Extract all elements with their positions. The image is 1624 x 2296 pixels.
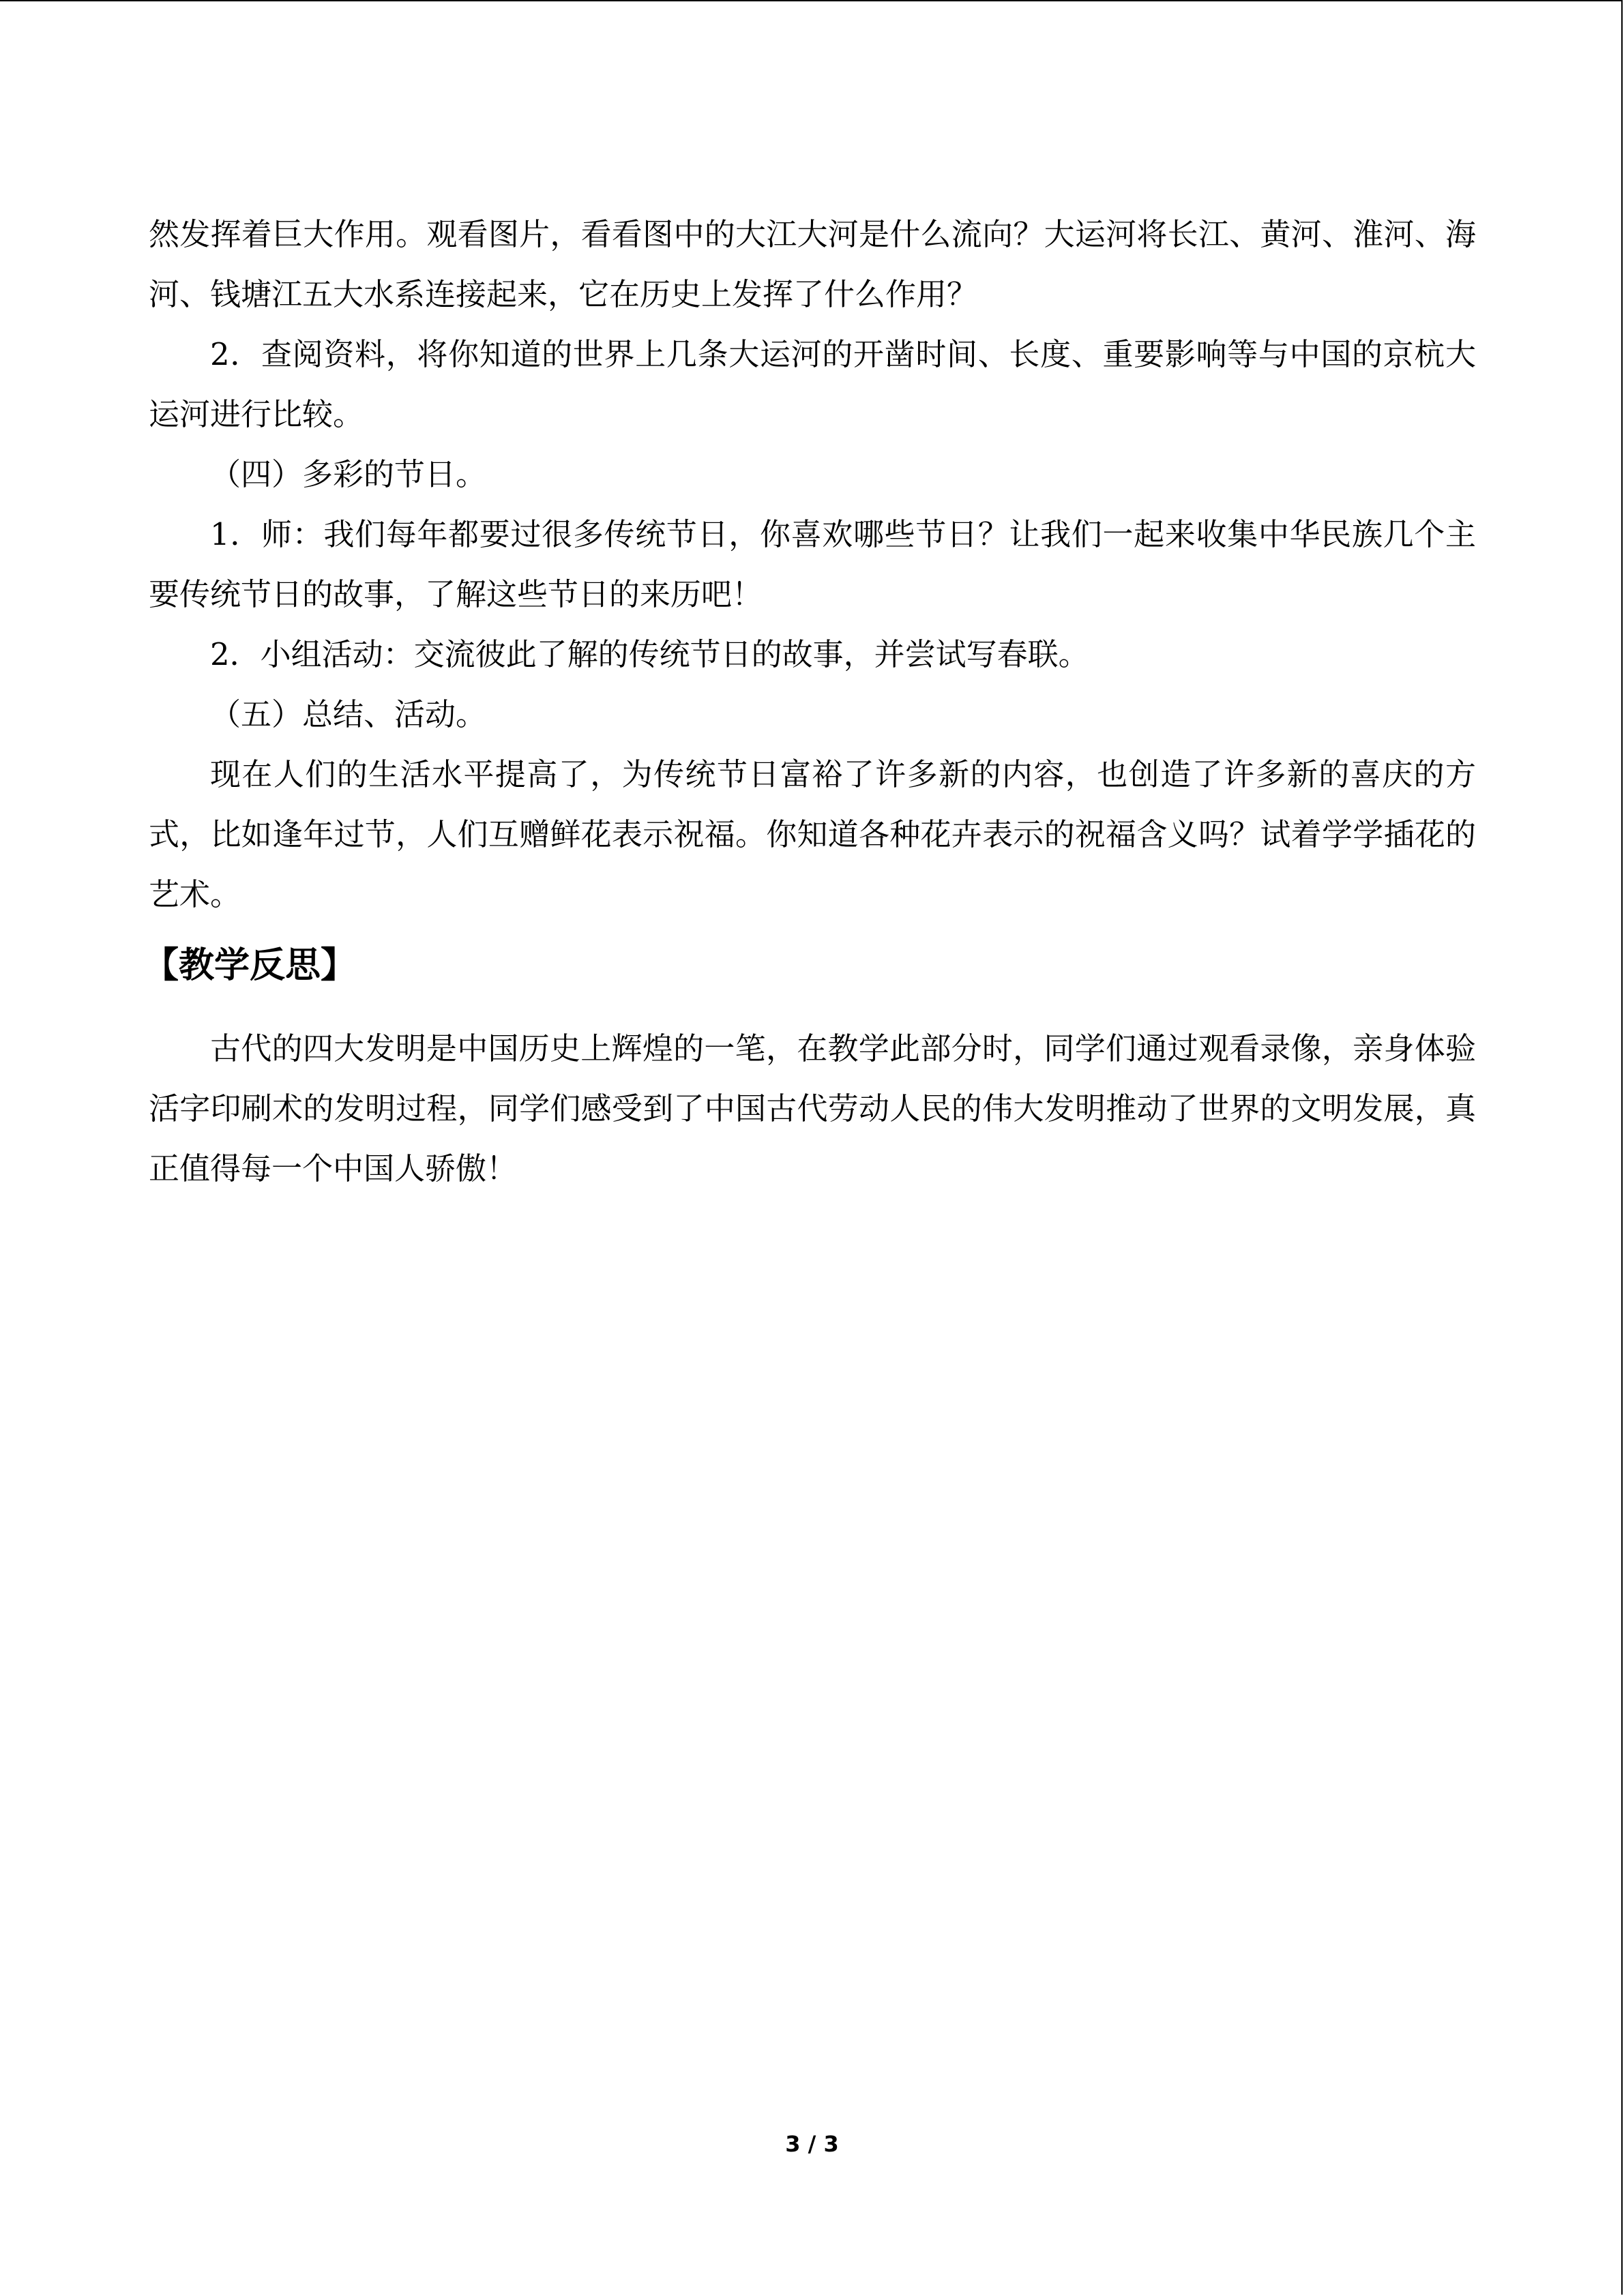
paragraph-6: （五）总结、活动。 bbox=[210, 696, 487, 732]
document-body bbox=[143, 205, 1476, 1199]
paragraph-5: 2．小组活动：交流彼此了解的传统节日的故事，并尝试写春联。 bbox=[210, 636, 1089, 672]
paragraph-3: （四）多彩的节日。 bbox=[210, 456, 487, 492]
paragraph-4: 1．师：我们每年都要过很多传统节日，你喜欢哪些节日？让我们一起来收集中华民族几个主要传统节日的故事，了解这些节日的来历吧！ bbox=[149, 516, 1476, 612]
paragraph-7: 现在人们的生活水平提高了，为传统节日富裕了许多新的内容，也创造了许多新的喜庆的方式，比如逢年过节，人们互赠鲜花表示祝福。你知道各种花卉表示的祝福含义吗？试着学学插花的艺术。 bbox=[149, 756, 1476, 912]
page-number: 3 / 3 bbox=[785, 2131, 839, 2157]
section-title-reflection: 【教学反思】 bbox=[143, 945, 357, 986]
paragraph-1: 然发挥着巨大作用。观看图片，看看图中的大江大河是什么流向？大运河将长江、黄河、淮河、海河、钱塘江五大水系连接起来，它在历史上发挥了什么作用？ bbox=[149, 216, 1476, 312]
reflection-paragraph: 古代的四大发明是中国历史上辉煌的一笔，在教学此部分时，同学们通过观看录像，亲身体验活字印刷术的发明过程，同学们感受到了中国古代劳动人民的伟大发明推动了世界的文明发展，真正值得每一个中国人骄傲！ bbox=[149, 1030, 1476, 1187]
paragraph-2: 2．查阅资料，将你知道的世界上几条大运河的开凿时间、长度、重要影响等与中国的京杭大运河进行比较。 bbox=[149, 336, 1476, 432]
